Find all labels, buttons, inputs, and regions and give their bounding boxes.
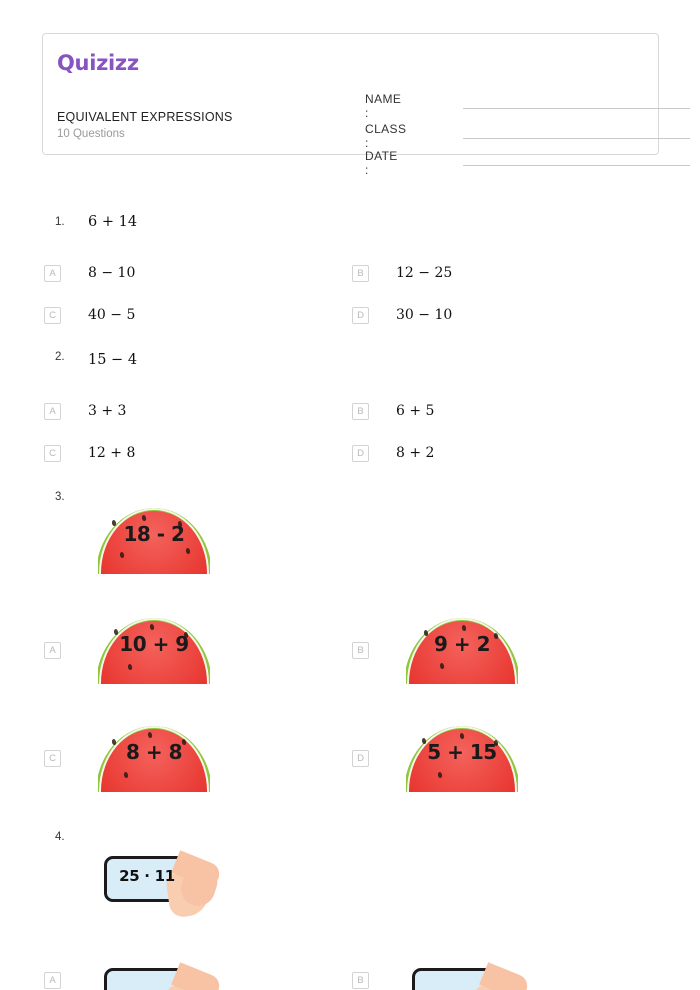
question-3-option-b-box[interactable]: B xyxy=(352,642,369,659)
question-3-number: 3. xyxy=(55,491,65,503)
hand-thumb xyxy=(171,962,223,990)
question-4-number: 4. xyxy=(55,831,65,843)
question-3-option-c-image[interactable] xyxy=(98,726,210,792)
question-3-option-d-image[interactable] xyxy=(406,726,518,792)
question-3-option-c-box[interactable]: C xyxy=(44,750,61,767)
hand-icon xyxy=(474,964,532,990)
question-1-option-a-text: 8 − 10 xyxy=(88,265,136,281)
hand-thumb xyxy=(479,962,531,990)
date-field-input[interactable] xyxy=(463,165,690,166)
worksheet-header xyxy=(42,33,659,177)
question-3-prompt-text: 18 - 2 xyxy=(123,522,185,546)
question-2-option-b-text: 6 + 5 xyxy=(396,403,435,419)
question-4-option-a-box[interactable]: A xyxy=(44,972,61,989)
question-2-option-a-text: 3 + 3 xyxy=(88,403,127,419)
question-1-option-b-box[interactable]: B xyxy=(352,265,369,282)
worksheet-title: EQUIVALENT EXPRESSIONS xyxy=(57,110,233,124)
question-3-option-d-box[interactable]: D xyxy=(352,750,369,767)
hand-icon xyxy=(166,964,224,990)
question-1-number: 1. xyxy=(55,216,65,228)
class-field-input[interactable] xyxy=(463,138,690,139)
name-field-label: NAME : xyxy=(365,92,402,120)
name-field-input[interactable] xyxy=(463,108,690,109)
date-field-label: DATE : xyxy=(365,149,398,177)
question-4-option-a-image[interactable] xyxy=(104,962,212,990)
question-4-option-b-box[interactable]: B xyxy=(352,972,369,989)
question-2-option-d-box[interactable]: D xyxy=(352,445,369,462)
question-1-option-d-box[interactable]: D xyxy=(352,307,369,324)
question-3-option-b-text: 9 + 2 xyxy=(433,632,490,656)
question-3-option-a-box[interactable]: A xyxy=(44,642,61,659)
question-2-option-d-text: 8 + 2 xyxy=(396,445,435,461)
question-3-option-b-image[interactable] xyxy=(406,618,518,684)
question-2-number: 2. xyxy=(55,351,65,363)
question-3-option-c-text: 8 + 8 xyxy=(125,740,182,764)
question-1-prompt: 6 + 14 xyxy=(88,214,138,230)
question-4-prompt-image xyxy=(104,850,212,920)
quizizz-logo: Quizizz xyxy=(57,51,139,75)
question-1-option-c-box[interactable]: C xyxy=(44,307,61,324)
question-2-option-c-box[interactable]: C xyxy=(44,445,61,462)
question-4-option-b-image[interactable] xyxy=(412,962,520,990)
question-3-option-d-text: 5 + 15 xyxy=(427,740,497,764)
question-4-prompt-text: 25 · 11 xyxy=(119,867,175,885)
question-1-option-a-box[interactable]: A xyxy=(44,265,61,282)
question-2-option-a-box[interactable]: A xyxy=(44,403,61,420)
question-3-option-a-image[interactable] xyxy=(98,618,210,684)
question-2-option-b-box[interactable]: B xyxy=(352,403,369,420)
question-3-prompt-image xyxy=(98,508,210,574)
question-2-prompt: 15 − 4 xyxy=(88,352,138,368)
question-count: 10 Questions xyxy=(57,128,125,140)
question-3-option-a-text: 10 + 9 xyxy=(119,632,189,656)
question-1-option-b-text: 12 − 25 xyxy=(396,265,453,281)
question-1-option-c-text: 40 − 5 xyxy=(88,307,136,323)
class-field-label: CLASS : xyxy=(365,122,407,150)
hand-icon xyxy=(166,852,224,920)
question-1-option-d-text: 30 − 10 xyxy=(396,307,453,323)
question-2-option-c-text: 12 + 8 xyxy=(88,445,136,461)
